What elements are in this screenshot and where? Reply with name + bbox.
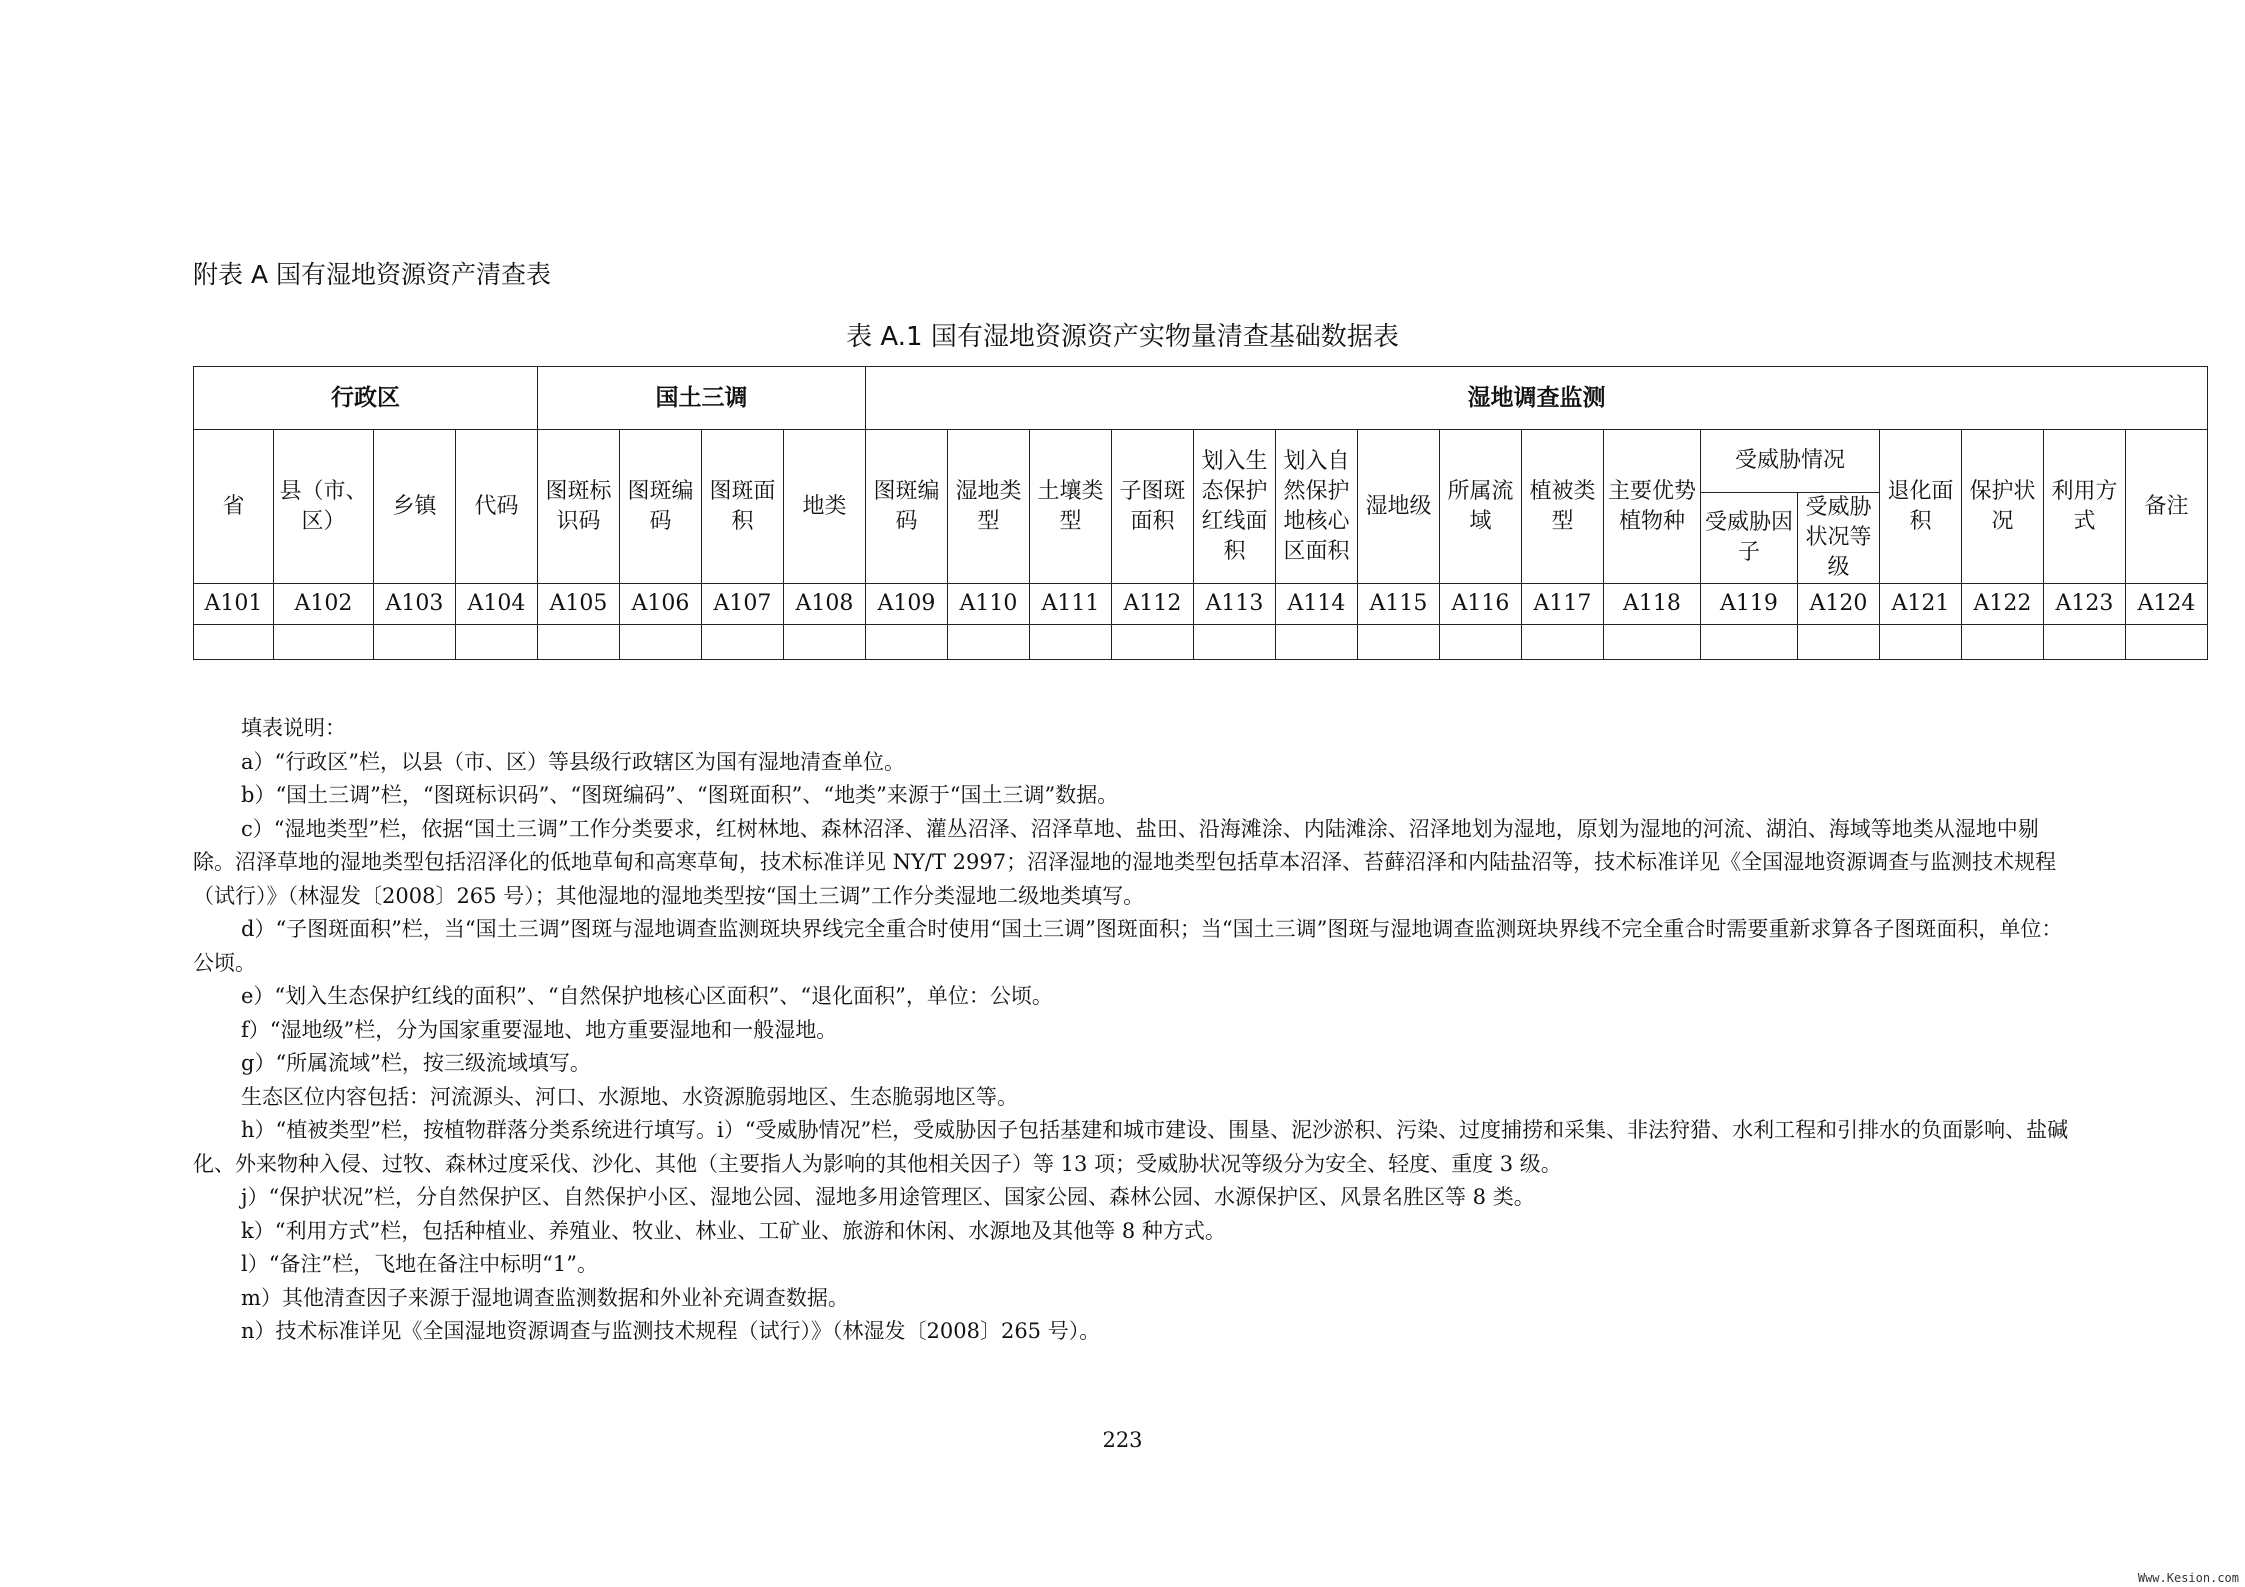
header-tuban-bianma-wetland: 图斑编码 <box>866 430 948 584</box>
header-tuban-bianma-land: 图斑编码 <box>620 430 702 584</box>
note-item: d）“子图斑面积”栏，当“国土三调”图斑与湿地调查监测斑块界线完全重合时使用“国土三调”图斑面积；当“国土三调”图斑与湿地调查监测斑块界线不完全重合时需要重新求算各子图斑面积，单位：公顷。 <box>193 917 2063 975</box>
header-xiangzhen: 乡镇 <box>374 430 456 584</box>
note-item: a）“行政区”栏，以县（市、区）等县级行政辖区为国有湿地清查单位。 <box>241 749 905 774</box>
header-ziran-baohu: 划入自然保护地核心区面积 <box>1276 430 1358 584</box>
data-cell <box>1194 625 1276 660</box>
note-item: h）“植被类型”栏，按植物群落分类系统进行填写。i）“受威胁情况”栏，受威胁因子包括基建和城市建设、围垦、泥沙淤积、污染、过度捕捞和采集、非法狩猎、水利工程和引排水的负面影响、盐碱化、外来物种入侵、过牧、森林过度采伐、沙化、其他（主要指人为影响的其他相关因子）等 13 项；受威胁状况等级分为安全、轻度、重度 3 级。 <box>193 1118 2069 1176</box>
data-cell <box>1276 625 1358 660</box>
data-cell <box>1962 625 2044 660</box>
header-xian: 县（市、区） <box>274 430 374 584</box>
data-cell <box>1522 625 1604 660</box>
code-cell: A109 <box>866 584 948 625</box>
data-cell <box>1358 625 1440 660</box>
code-row <box>194 584 2208 625</box>
code-cell: A120 <box>1798 584 1880 625</box>
code-cell: A122 <box>1962 584 2044 625</box>
data-cell <box>1112 625 1194 660</box>
data-cell <box>866 625 948 660</box>
note-item: c）“湿地类型”栏，依据“国土三调”工作分类要求，红树林地、森林沼泽、灌丛沼泽、沼泽草地、盐田、沿海滩涂、内陆滩涂、沼泽地划为湿地，原划为湿地的河流、湖泊、海域等地类从湿地中剔除。沼泽草地的湿地类型包括沼泽化的低地草甸和高寒草甸，技术标准详见 NY/T 2997；沼泽湿地的湿地类型包括草本沼泽、苔藓沼泽和内陆盐沼等，技术标准详见《全国湿地资源调查与监测技术规程（试行）》（林湿发〔2008〕265 号）；其他湿地的湿地类型按“国土三调”工作分类湿地二级地类填写。 <box>193 816 2057 908</box>
note-item: 生态区位内容包括：河流源头、河口、水源地、水资源脆弱地区、生态脆弱地区等。 <box>241 1084 1018 1109</box>
header-suoshu-liuyu: 所属流域 <box>1440 430 1522 584</box>
header-zhibei-leixing: 植被类型 <box>1522 430 1604 584</box>
data-cell <box>2044 625 2126 660</box>
data-cell <box>1030 625 1112 660</box>
code-cell: A124 <box>2126 584 2208 625</box>
data-cell <box>620 625 702 660</box>
appendix-title: 附表 A 国有湿地资源资产清查表 <box>193 260 551 289</box>
data-cell <box>784 625 866 660</box>
data-cell <box>456 625 538 660</box>
note-item: j）“保护状况”栏，分自然保护区、自然保护小区、湿地公园、湿地多用途管理区、国家公园、森林公园、水源保护区、风景名胜区等 8 类。 <box>241 1185 1535 1209</box>
code-cell: A113 <box>1194 584 1276 625</box>
note-item: f）“湿地级”栏，分为国家重要湿地、地方重要湿地和一般湿地。 <box>241 1017 838 1042</box>
code-cell: A108 <box>784 584 866 625</box>
header-shidi-leixing: 湿地类型 <box>948 430 1030 584</box>
note-item: m）其他清查因子来源于湿地调查监测数据和外业补充调查数据。 <box>241 1285 849 1310</box>
data-cell <box>2126 625 2208 660</box>
code-cell: A111 <box>1030 584 1112 625</box>
data-cell <box>274 625 374 660</box>
note-item: k）“利用方式”栏，包括种植业、养殖业、牧业、林业、工矿业、旅游和休闲、水源地及其他等 8 种方式。 <box>241 1218 1226 1243</box>
data-cell <box>1880 625 1962 660</box>
header-weixie-yinzi: 受威胁因子 <box>1701 493 1798 584</box>
notes-title: 填表说明： <box>241 716 346 740</box>
code-cell: A121 <box>1880 584 1962 625</box>
header-sheng: 省 <box>194 430 274 584</box>
code-cell: A104 <box>456 584 538 625</box>
data-cell <box>948 625 1030 660</box>
header-turang-leixing: 土壤类型 <box>1030 430 1112 584</box>
header-shengtai-hongxian: 划入生态保护红线面积 <box>1194 430 1276 584</box>
data-cell <box>374 625 456 660</box>
table-caption: 表 A.1 国有湿地资源资产实物量清查基础数据表 <box>846 322 1399 352</box>
group-threat: 受威胁情况 <box>1701 430 1880 493</box>
header-daima: 代码 <box>456 430 538 584</box>
code-cell: A117 <box>1522 584 1604 625</box>
code-cell: A118 <box>1604 584 1701 625</box>
code-cell: A105 <box>538 584 620 625</box>
group-land-survey: 国土三调 <box>538 367 866 430</box>
code-cell: A116 <box>1440 584 1522 625</box>
group-admin: 行政区 <box>194 367 538 430</box>
header-dilei: 地类 <box>784 430 866 584</box>
group-wetland-monitoring: 湿地调查监测 <box>866 367 2208 430</box>
header-baohu-zhuangkuang: 保护状况 <box>1962 430 2044 584</box>
header-tuban-mianji: 图斑面积 <box>702 430 784 584</box>
code-cell: A106 <box>620 584 702 625</box>
code-cell: A102 <box>274 584 374 625</box>
watermark-text: Www.Kesion.com <box>2137 1571 2239 1585</box>
filling-notes <box>193 712 2073 1349</box>
note-item: b）“国土三调”栏，“图斑标识码”、“图斑编码”、“图斑面积”、“地类”来源于“国土三调”数据。 <box>241 783 1119 807</box>
header-zi-tuban-mianji: 子图斑面积 <box>1112 430 1194 584</box>
code-cell: A101 <box>194 584 274 625</box>
header-shidi-ji: 湿地级 <box>1358 430 1440 584</box>
code-cell: A123 <box>2044 584 2126 625</box>
data-cell <box>1798 625 1880 660</box>
data-cell <box>1701 625 1798 660</box>
note-item: l）“备注”栏，飞地在备注中标明“1”。 <box>241 1252 599 1276</box>
header-beizhu: 备注 <box>2126 430 2208 584</box>
code-cell: A110 <box>948 584 1030 625</box>
code-cell: A119 <box>1701 584 1798 625</box>
note-item: g）“所属流域”栏，按三级流域填写。 <box>241 1051 591 1075</box>
header-tuihua-mianji: 退化面积 <box>1880 430 1962 584</box>
survey-table <box>193 366 2208 660</box>
code-cell: A112 <box>1112 584 1194 625</box>
code-cell: A107 <box>702 584 784 625</box>
note-item: n）技术标准详见《全国湿地资源调查与监测技术规程（试行）》（林湿发〔2008〕265 号）。 <box>241 1319 1101 1343</box>
code-cell: A103 <box>374 584 456 625</box>
empty-data-row <box>194 625 2208 660</box>
header-tuban-biaoshima: 图斑标识码 <box>538 430 620 584</box>
data-cell <box>194 625 274 660</box>
data-cell <box>702 625 784 660</box>
data-cell <box>1440 625 1522 660</box>
code-cell: A114 <box>1276 584 1358 625</box>
header-youshi-zhiwu: 主要优势植物种 <box>1604 430 1701 584</box>
page-number: 223 <box>1102 1428 1143 1452</box>
data-cell <box>538 625 620 660</box>
header-weixie-dengji: 受威胁状况等级 <box>1798 493 1880 584</box>
note-item: e）“划入生态保护红线的面积”、“自然保护地核心区面积”、“退化面积”，单位：公顷。 <box>241 984 1053 1008</box>
data-cell <box>1604 625 1701 660</box>
code-cell: A115 <box>1358 584 1440 625</box>
header-liyong-fangshi: 利用方式 <box>2044 430 2126 584</box>
